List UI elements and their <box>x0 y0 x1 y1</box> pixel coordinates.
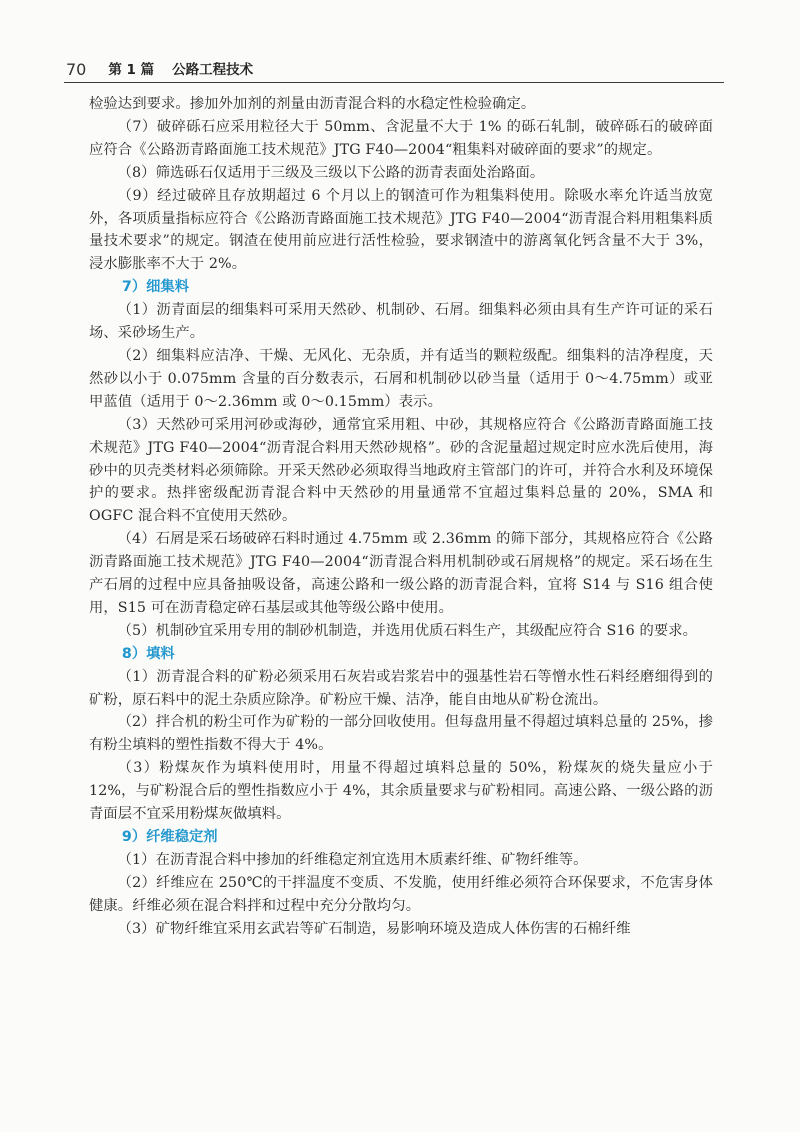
paragraph-filler-3: （3）粉煤灰作为填料使用时，用量不得超过填料总量的 50%，粉煤灰的烧失量应小于 12%，与矿粉混合后的塑性指数应小于 4%，其余质量要求与矿粉相同。高速公路、一级公路的沥青面层不宜采用粉煤灰做填料。 <box>89 760 713 823</box>
paragraph-8: （8）筛选砾石仅适用于三级及三级以下公路的沥青表面处治路面。 <box>117 164 545 181</box>
section-heading-filler: 8）填料 <box>121 645 175 662</box>
part-title: 公路工程技术 <box>172 62 254 78</box>
paragraph-9: （9）经过破碎且存放期超过 6 个月以上的钢渣可作为粗集料使用。除吸水率允许适当放宽外，各项质量指标应符合《公路沥青路面施工技术规范》JTG F40—2004“沥青混合料用粗集料质量技术要求”的规定。钢渣在使用前应进行活性检验，要求钢渣中的游离氧化钙含量不大于 3%，浸水膨胀率不大于 2%。 <box>89 187 713 273</box>
paragraph-fine-1: （1）沥青面层的细集料可采用天然砂、机制砂、石屑。细集料必须由具有生产许可证的采石场、采砂场生产。 <box>89 302 713 342</box>
page-number: 70 <box>66 60 87 79</box>
paragraph-fiber-3: （3）矿物纤维宜采用玄武岩等矿石制造，易影响环境及造成人体伤害的石棉纤维 <box>117 920 631 937</box>
paragraph-filler-2: （2）拌合机的粉尘可作为矿粉的一部分回收使用。但每盘用量不得超过填料总量的 25%，掺有粉尘填料的塑性指数不得大于 4%。 <box>89 714 713 754</box>
running-header <box>64 58 724 83</box>
page-body <box>89 93 713 941</box>
paragraph-fiber-2: （2）纤维应在 250℃的干拌温度不变质、不发脆，使用纤维必须符合环保要求，不危害身体健康。纤维必须在混合料拌和过程中充分分散均匀。 <box>89 874 713 914</box>
paragraph-fine-5: （5）机制砂宜采用专用的制砂机制造，并选用优质石料生产，其级配应符合 S16 的要求。 <box>117 622 698 639</box>
paragraph-filler-1: （1）沥青混合料的矿粉必须采用石灰岩或岩浆岩中的强基性岩石等憎水性石料经磨细得到的矿粉，原石料中的泥土杂质应除净。矿粉应干燥、洁净，能自由地从矿粉仓流出。 <box>89 668 713 708</box>
paragraph-fine-3: （3）天然砂可采用河砂或海砂，通常宜采用粗、中砂，其规格应符合《公路沥青路面施工技术规范》JTG F40—2004“沥青混合料用天然砂规格”。砂的含泥量超过规定时应水洗后使用，海砂中的贝壳类材料必须筛除。开采天然砂必须取得当地政府主管部门的许可，并符合水利及环境保护的要求。热拌密级配沥青混合料中天然砂的用量通常不宜超过集料总量的 20%，SMA 和 OGFC 混合料不宜使用天然砂。 <box>89 416 713 525</box>
paragraph-fine-4: （4）石屑是采石场破碎石料时通过 4.75mm 或 2.36mm 的筛下部分，其规格应符合《公路沥青路面施工技术规范》JTG F40—2004“沥青混合料用机制砂或石屑规格”的规定。采石场在生产石屑的过程中应具备抽吸设备，高速公路和一级公路的沥青混合料，宜将 S14 与 S16 组合使用，S15 可在沥青稳定碎石基层或其他等级公路中使用。 <box>89 531 713 616</box>
paragraph-fiber-1: （1）在沥青混合料中掺加的纤维稳定剂宜选用木质素纤维、矿物纤维等。 <box>117 851 588 868</box>
paragraph-fine-2: （2）细集料应洁净、干燥、无风化、无杂质，并有适当的颗粒级配。细集料的洁净程度，天然砂以小于 0.075mm 含量的百分数表示，石屑和机制砂以砂当量（适用于 0～4.75mm）或亚甲蓝值（适用于 0～2.36mm 或 0～0.15mm）表示。 <box>89 347 713 410</box>
section-heading-fiber-stabilizer: 9）纤维稳定剂 <box>121 829 218 845</box>
paragraph-continued: 检验达到要求。掺加外加剂的剂量由沥青混合料的水稳定性检验确定。 <box>89 96 536 112</box>
paragraph-7: （7）破碎砾石应采用粒径大于 50mm、含泥量不大于 1% 的砾石轧制，破碎砾石的破碎面应符合《公路沥青路面施工技术规范》JTG F40—2004“粗集料对破碎面的要求”的规定。 <box>89 118 713 158</box>
part-label: 第 1 篇 <box>108 62 155 78</box>
section-heading-fine-aggregate: 7）细集料 <box>121 279 190 296</box>
